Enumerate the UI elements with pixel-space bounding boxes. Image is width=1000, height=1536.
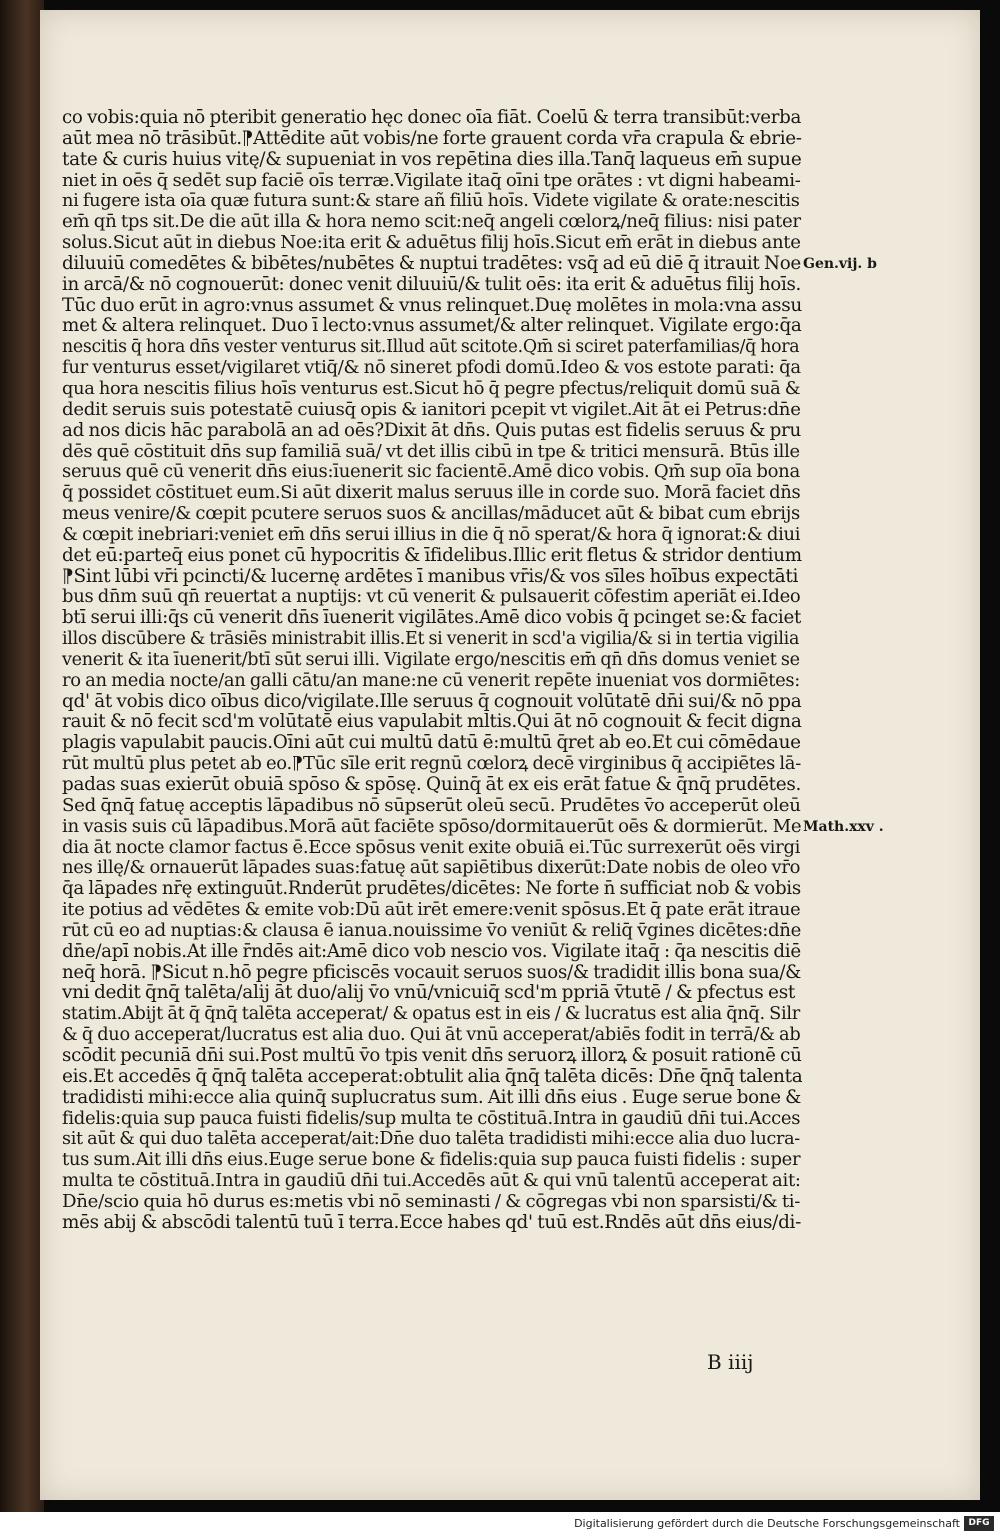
text-line: sit aūt & qui duo talēta acceperat/ait:Dn̄e duo talēta tradidisti mihi:ecce alia duo lucra- <box>62 1129 800 1150</box>
text-line: Sed q̄nq̄ fatuę acceptis lāpadibus nō sūpserūt oleū secū. Prudētes v̄o acceperūt oleū <box>62 795 801 816</box>
text-line: tus sum.Ait illi dn̄s eius.Euge serue bone & fidelis:quia sup pauca fuisti fidelis : super <box>62 1150 801 1171</box>
marginal-note: Gen.vij. b <box>803 256 877 272</box>
text-line: fidelis:quia sup pauca fuisti fidelis/sup multa te cōstituā.Intra in gaudiū dn̄i tui.Acces <box>62 1108 801 1129</box>
text-line: plagis vapulabit paucis.Oīni aūt cui multū datū ē:multū q̄ret ab eo.Et cui cōmēdaue <box>62 733 801 754</box>
text-line: aūt mea nō trāsibūt.⁋Attēdite aūt vobis/ne forte grauent corda vr̄a crapula & ebrie- <box>62 128 802 149</box>
text-line: diluuiū comedētes & bibētes/nubētes & nuptui tradētes: vsq̄ ad eū diē q̄ itrauit Noe <box>62 253 801 274</box>
text-line: ro an media nocte/an galli cātu/an mane:ne cū venerit repēte inueniat vos dormiētes: <box>62 670 801 691</box>
text-line: rauit & nō fecit scd'm volūtatē eius vapulabit mltis.Qui āt nō cognouit & fecit digna <box>62 712 802 733</box>
footer-credit: Digitalisierung gefördert durch die Deutsche Forschungsgemeinschaft <box>574 1517 960 1530</box>
text-line: btī serui illi:q̄s cū venerit dn̄s īuenerit vigilātes.Amē dico vobis q̄ pcinget se:& faciet <box>62 608 801 629</box>
text-line: det eū:parteq̄ eius ponet cū hypocritis & īfidelibus.Illic erit fletus & stridor dentium <box>62 545 802 566</box>
footer-bar <box>0 1512 1000 1536</box>
text-line: ad nos dicis hāc parabolā an ad oēs?Dixit āt dn̄s. Quis putas est fidelis seruus & pru <box>62 420 801 441</box>
text-line: em̄ qn̄ tps sit.De die aūt illa & hora nemo scit:neq̄ angeli cœlorꝝ/neq̄ filius: nisi pater <box>62 212 801 233</box>
text-line: dia āt nocte clamor factus ē.Ecce spōsus venit exite obuiā ei.Tūc surrexerūt oēs virgi <box>62 837 801 858</box>
text-line: fur venturus esset/vigilaret vtiq̄/& nō sineret pfodi domū.Ideo & vos estote parati: q̄a <box>62 358 801 379</box>
text-line: tate & curis huius vitę/& supueniat in vos repētina dies illa.Tanq̄ laqueus em̄ supue <box>62 149 802 170</box>
text-line: q̄a lāpades nr̄ę extinguūt.R̄nderūt prudētes/dicētes: Ne forte n̄ sufficiat nob̄ & vobis <box>62 879 801 900</box>
text-line: niet in oēs q̄ sedēt sup faciē oīs terræ.Vigilate itaq̄ oīni tpe orātes : vt digni habeami- <box>62 170 801 191</box>
text-line: nescitis q̄ hora dn̄s vester venturus sit.Illud aūt scitote.Qm̄ si sciret paterfamilias/q̄ hora <box>62 337 800 358</box>
text-line: eis.Et accedēs q̄ q̄nq̄ talēta acceperat:obtulit alia q̄nq̄ talēta dicēs: Dn̄e q̄nq̄ talenta <box>62 1066 802 1087</box>
text-line: dn̄e/apī nobis.At ille r̄ndēs ait:Amē dico vob̄ nescio vos. Vigilate itaq̄ : q̄a nescitis diē <box>62 941 801 962</box>
marginal-note: Math.xxv . <box>803 819 884 835</box>
text-line: multa te cōstituā.Intra in gaudiū dn̄i tui.Accedēs aūt & qui vnū talentū acceperat ait: <box>62 1171 801 1192</box>
text-line: in vasis suis cū lāpadibus.Morā aūt faciēte spōso/dormitauerūt oēs & dormierūt. Me <box>62 816 802 837</box>
text-line: Tūc duo erūt in agro:vnus assumet & vnus relinquet.Duę molētes in mola:vna assu <box>62 295 802 316</box>
text-line: & cœpit inebriari:veniet em̄ dn̄s serui illius in die q̄ nō sperat/& hora q̄ ignorat:& diui <box>62 524 801 545</box>
text-line: mēs abij & abscōdi talentū tuū ī terra.Ecce habes qd' tuū est.R̄ndēs aūt dn̄s eius/di- <box>62 1212 801 1233</box>
main-text-block <box>62 108 802 1234</box>
signature-mark: B iiij <box>707 1350 754 1374</box>
text-line: ni fugere ista oīa quæ futura sunt:& stare añ filiū hoīs. Videte vigilate & orate:nescitis <box>62 191 800 212</box>
text-line: Dn̄e/scio quia hō durus es:metis vbi nō seminasti / & cōgregas vbi non sparsisti/& ti- <box>62 1191 801 1212</box>
text-line: dēs quē cōstituit dn̄s sup familiā suā/ vt det illis cibū in tpe & tritici mensurā. Btūs ille <box>62 441 800 462</box>
text-line: nes illę/& ornauerūt lāpades suas:fatuę aūt sapiētibus dixerūt:Date nobis de oleo vr̄o <box>62 858 801 879</box>
book-binding <box>0 0 44 1512</box>
text-line: seruus quē cū venerit dn̄s eius:īuenerit sic facientē.Amē dico vobis. Qm̄ sup oīa bona <box>62 462 800 483</box>
text-line: statim.Abijt āt q̄ q̄nq̄ talēta acceperat/ & opatus est in eis / & lucratus est alia q̄nq̄. Sil̄r <box>62 1004 800 1025</box>
text-line: solus.Sicut aūt in diebus Noe:ita erit & aduētus filij hoīs.Sicut em̄ erāt in diebus ante <box>62 233 801 254</box>
text-line: venerit & ita īuenerit/btī sūt serui illi. Vigilate ergo/nescitis em̄ qn̄ dn̄s domus veniet se <box>62 649 800 670</box>
text-line: in arcā/& nō cognouerūt: donec venit diluuiū/& tulit oēs: ita erit & aduētus filij hoīs. <box>62 274 802 295</box>
text-line: & q̄ duo acceperat/lucratus est alia duo. Qui āt vnū acceperat/abiēs fodit in terrā/& ab <box>62 1025 801 1046</box>
text-line: illos discūbere & trāsiēs ministrabit illis.Et si venerit in scd'a vigilia/& si in tertia vigilia <box>62 629 800 650</box>
text-line: scōdit pecuniā dn̄i sui.Post multū v̄o tpis venit dn̄s seruorꝝ illorꝝ & posuit rationē cū <box>62 1045 802 1066</box>
text-line: qua hora nescitis filius hoīs venturus est.Sicut hō q̄ pegre pfectus/reliquit domū suā & <box>62 378 801 399</box>
text-line: dedit seruis suis potestatē cuiusq̄ opis & ianitori pcepit vt vigilet.Ait āt ei Petrus:dn̄e <box>62 399 801 420</box>
text-line: rūt multū plus petet ab eo.⁋Tūc sīle erit regnū cœlorꝝ decē virginibus q̄ accipiētes lā- <box>62 754 801 775</box>
text-line: meus venire/& cœpit pcutere seruos suos & ancillas/māducet aūt & bibat cum ebrijs <box>62 504 800 525</box>
text-line: rūt cū eo ad nuptias:& clausa ē ianua.nouissime v̄o veniūt & reliq̄ v̄gines dicētes:dn̄e <box>62 920 802 941</box>
text-line: padas suas exierūt obuiā spōso & spōsę. Quinq̄ āt ex eis erāt fatue & q̄nq̄ prudētes. <box>62 775 802 795</box>
text-line: ite potius ad vēdētes & emite vob̄:Dū aūt irēt emere:venit spōsus.Et q̄ pate erāt itraue <box>62 900 801 921</box>
dfg-logo: DFG <box>964 1516 994 1531</box>
text-line: ⁋Sint lūbi vr̄i pcincti/& lucernę ardētes ī manibus vr̄is/& vos sīles hoībus expectāti <box>62 566 799 587</box>
text-line: qd' āt vobis dico oībus dico/vigilate.Ille seruus q̄ cognouit volūtatē dn̄i sui/& nō ppa <box>62 691 802 712</box>
text-line: q̄ possidet cōstituet eum.Si aūt dixerit malus seruus ille in corde suo. Morā faciet dn̄s <box>62 483 801 504</box>
text-line: co vobis:quia nō pteribit generatio hęc donec oīa fiāt. Coelū & terra transibūt:verba <box>62 108 802 128</box>
text-line: met & altera relinquet. Duo ī lecto:vnus assumet/& alter relinquet. Vigilate ergo:q̄a <box>62 316 802 337</box>
text-line: neq̄ horā. ⁋Sicut n.hō pegre pficiscēs vocauit seruos suos/& tradidit illis bona sua/& <box>62 962 802 983</box>
text-line: tradidisti mihi:ecce alia quinq̄ suplucratus sum. Ait illi dn̄s eius . Euge serue bone & <box>62 1087 802 1108</box>
text-line: bus dn̄m suū qn̄ reuertat a nuptijs: vt cū venerit & pulsauerit cōfestim aperiāt ei.Ideo <box>62 587 801 608</box>
text-line: vni dedit q̄nq̄ talēta/alij āt duo/alij v̄o vnū/vnicuiq̄ scd'm ppriā v̄tutē / & pfectus est <box>62 983 796 1004</box>
